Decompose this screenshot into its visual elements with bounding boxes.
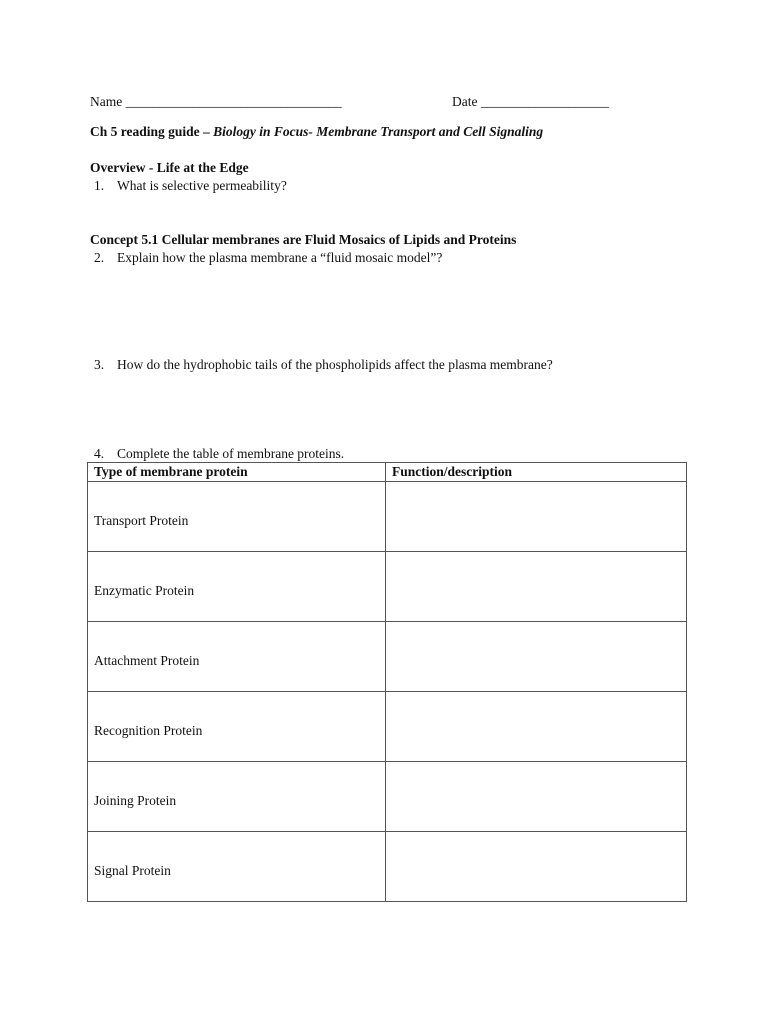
table-row — [88, 692, 687, 762]
question-number: 2. — [94, 250, 105, 265]
protein-type-cell: Recognition Protein — [88, 692, 386, 762]
protein-type-cell: Enzymatic Protein — [88, 552, 386, 622]
question-text: What is selective permeability? — [117, 178, 287, 193]
column-header-function: Function/description — [386, 463, 687, 482]
protein-type-cell: Transport Protein — [88, 482, 386, 552]
table-row — [88, 622, 687, 692]
question-4 — [94, 446, 344, 462]
document-title — [90, 124, 543, 140]
question-number: 3. — [94, 357, 105, 372]
table-header-row — [88, 463, 687, 482]
table-row — [88, 552, 687, 622]
date-label: Date — [452, 94, 478, 109]
question-1 — [94, 178, 287, 194]
protein-type-cell: Attachment Protein — [88, 622, 386, 692]
concept-5-1-heading: Concept 5.1 Cellular membranes are Fluid Mosaics of Lipids and Proteins — [90, 232, 517, 247]
protein-type-cell: Joining Protein — [88, 762, 386, 832]
question-2 — [94, 250, 442, 266]
name-label: Name — [90, 94, 123, 109]
question-number: 4. — [94, 446, 105, 461]
protein-type-cell: Signal Protein — [88, 832, 386, 902]
question-number: 1. — [94, 178, 105, 193]
table-row — [88, 832, 687, 902]
question-text: Explain how the plasma membrane a “fluid mosaic model”? — [117, 250, 443, 265]
question-text: How do the hydrophobic tails of the phospholipids affect the plasma membrane? — [117, 357, 553, 372]
question-3 — [94, 357, 553, 373]
column-header-type: Type of membrane protein — [88, 463, 386, 482]
function-answer-cell[interactable] — [386, 832, 687, 902]
function-answer-cell[interactable] — [386, 762, 687, 832]
name-blank-line[interactable]: ________________________________ — [125, 94, 342, 109]
question-text: Complete the table of membrane proteins. — [117, 446, 345, 461]
table-row — [88, 762, 687, 832]
overview-heading: Overview - Life at the Edge — [90, 160, 249, 175]
date-blank-line[interactable]: ___________________ — [480, 94, 610, 109]
function-answer-cell[interactable] — [386, 622, 687, 692]
function-answer-cell[interactable] — [386, 552, 687, 622]
function-answer-cell[interactable] — [386, 692, 687, 762]
table-row — [88, 482, 687, 552]
title-prefix: Ch 5 reading guide – — [90, 124, 214, 139]
name-field[interactable] — [90, 94, 342, 110]
function-answer-cell[interactable] — [386, 482, 687, 552]
date-field[interactable] — [452, 94, 609, 110]
title-italic: Biology in Focus- Membrane Transport and Cell Signaling — [213, 124, 544, 139]
membrane-protein-table — [87, 462, 687, 902]
